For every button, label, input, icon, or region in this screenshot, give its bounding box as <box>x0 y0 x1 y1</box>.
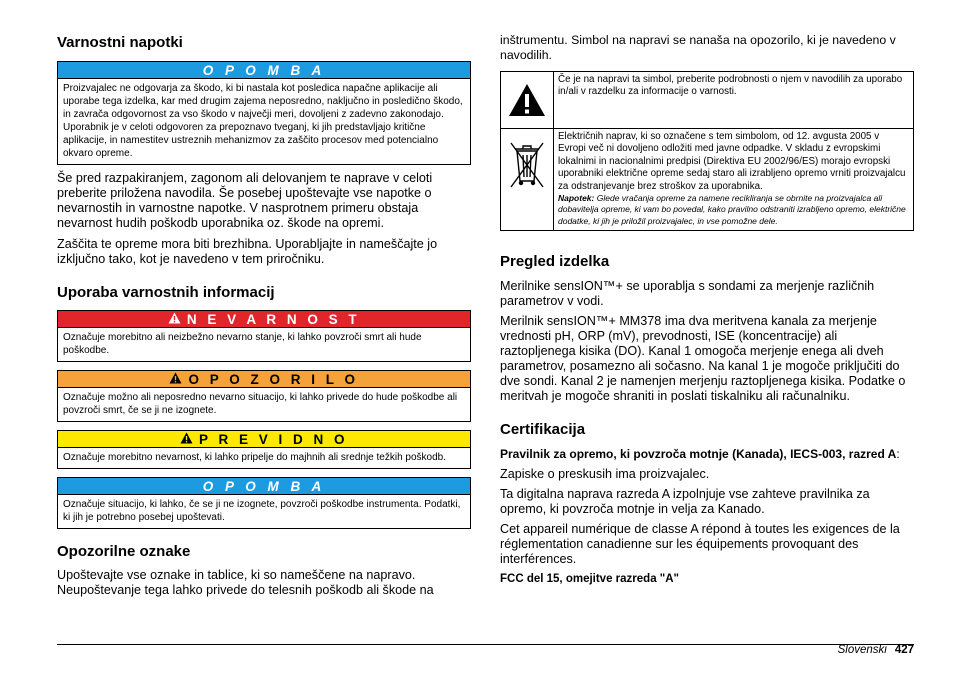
cert-paragraph-2: Ta digitalna naprava razreda A izpolnjuje vse zahteve pravilnika za opremo, ki povzroča motnje in velja za Kanado. <box>500 486 870 516</box>
symbol-text-2-cell <box>554 129 914 231</box>
note-text: Proizvajalec ne odgovarja za škodo, ki bi nastala kot posledica napačne aplikacije ali uporabe tega izdelka, kar med drugim zajema neposredno, naključno in posledično škodo, in zavrača odgovornost za vso škodo v največji meri, dovoljeni z zadevno zakonodajo. Uporabnik je v celoti odgovoren za prepoznavo tveganj, ki jih predstavljajo kritične aplikacije, in namestitev ustreznih mehanizmov za zaščito procesov med potencialno okvaro opreme. <box>63 83 463 159</box>
warning-triangle-icon <box>180 432 193 447</box>
warning-symbol-icon <box>501 72 553 128</box>
heading-labels: Opozorilne oznake <box>57 543 191 560</box>
symbol-text-1: Če je na napravi ta simbol, preberite podrobnosti o njem v navodilih za uporabo in/ali v razdelku za informacije o varnosti. <box>554 72 914 129</box>
heading-safety: Varnostni napotki <box>57 34 183 51</box>
warning-text: Označuje možno ali neposredno nevarno situacijo, ki lahko privede do hude poškodbe ali povzroči smrt, če se ji ne izognete. <box>63 392 458 416</box>
danger-text: Označuje morebitno ali neizbežno nevarno stanje, ki lahko povzroči smrt ali hude poškodbe. <box>63 332 422 356</box>
warning-triangle-icon <box>168 312 181 327</box>
symbol-table <box>500 71 914 231</box>
overview-paragraph-2: Merilnik sensION™+ MM378 ima dva meritvena kanala za merjenje vrednosti pH, ORP (mV), prevodnosti, ISE (koncentracije) ali raztopljenega kisika (DO). Kanal 1 omogoča merjenje enega ali dveh parametrov, posamezno ali sočasno. Na kanal 1 je mogoče priključiti do dve sondi. Kanal 2 je namenjen merjenju raztopljenega kisika. Podatke o meritvah je mogoče shraniti in poslati tiskalniku ali računalniku. <box>500 313 906 403</box>
heading-cert: Certifikacija <box>500 420 586 438</box>
overview-paragraph-1: Merilnike sensION™+ se uporablja s sondami za merjenje različnih parametrov v vodi. <box>500 278 875 308</box>
danger-bar <box>58 311 470 328</box>
right-column <box>500 30 914 587</box>
note-text-2: Označuje situacijo, ki lahko, če se ji ne izognete, povzroči poškodbe instrumenta. Podatki, ki jih je potrebno posebej upoštevati. <box>63 499 461 523</box>
warning-box <box>57 370 471 422</box>
note-box <box>57 61 471 165</box>
warning-label: O P O Z O R I L O <box>188 371 359 387</box>
page-number: 427 <box>894 644 914 656</box>
weee-bin-icon <box>501 129 553 191</box>
cert-regulation-colon: : <box>896 446 900 461</box>
cert-regulation <box>500 447 914 462</box>
symbol-text-2: Električnih naprav, ki so označene s tem simbolom, od 12. avgusta 2005 v Evropi več ni dovoljeno odložiti med javne odpadke. V skladu z evropskimi lokalnimi in nacionalnimi predpisi (Direktiva EU 2002/96/ES) morajo evropski uporabniki električne opreme sedaj staro ali izrabljeno opremo vrniti proizvajalcu za odstranjevanje brez stroškov za uporabnika. <box>558 131 906 192</box>
heading-overview: Pregled izdelka <box>500 252 610 270</box>
symbol-note <box>558 193 909 227</box>
footer-rule <box>57 644 914 645</box>
danger-label: N E V A R N O S T <box>186 311 361 327</box>
note-box-2 <box>57 477 471 529</box>
footer-language: Slovenski <box>837 644 887 656</box>
safety-paragraph-2: Zaščita te opreme mora biti brezhibna. Uporabljajte in nameščajte jo izključno tako, kot je navedeno v tem priročniku. <box>57 237 438 266</box>
cert-regulation-text: Pravilnik za opremo, ki povzroča motnje (Kanada), IECS-003, razred A <box>500 446 897 461</box>
caution-box <box>57 430 471 469</box>
caution-text: Označuje morebitno nevarnost, ki lahko pripelje do majhnih ali srednje težkih poškodb. <box>63 452 446 463</box>
warning-bar <box>58 371 470 388</box>
symbol-note-label: Napotek: <box>558 193 595 204</box>
safety-paragraph-1: Še pred razpakiranjem, zagonom ali delovanjem te naprave v celoti preberite priložena navodila. Še posebej upoštevajte vse napotke o nevarnostih in varnostne napotke. V nasprotnem primeru obstaja nevarnost hudih poškodb uporabnika oz. škode na opremi. <box>57 171 433 230</box>
page-footer <box>838 644 914 656</box>
continued-paragraph: inštrumentu. Simbol na napravi se nanaša na opozorilo, ki je navedeno v navodilih. <box>500 33 896 62</box>
left-column <box>57 30 471 598</box>
warning-triangle-icon <box>169 372 182 387</box>
fcc-heading: FCC del 15, omejitve razreda "A" <box>500 572 679 585</box>
table-row <box>501 129 914 231</box>
cert-paragraph-3: Cet appareil numérique de classe A répond à toutes les exigences de la réglementation canadienne sur les équipements provoquant des interférences. <box>500 521 900 566</box>
danger-box <box>57 310 471 362</box>
caution-label: P R E V I D N O <box>198 431 349 447</box>
note-label: O P O M B A <box>58 62 470 79</box>
heading-info: Uporaba varnostnih informacij <box>57 284 275 301</box>
symbol-note-text: Glede vračanja opreme za namene recikliranja se obrnite na proizvajalca ali dobavitelja opreme, ki vam bo povedal, kako pravilno odstraniti izrabljeno opremo, električne dodatke, ki jih je priložil proizvajalec, in vse pomožne dele. <box>558 193 906 226</box>
labels-paragraph: Upoštevajte vse oznake in tablice, ki so nameščene na napravo. Neupoštevanje tega lahko privede do telesnih poškodb ali škode na <box>57 568 434 597</box>
symbol-cell <box>501 129 554 231</box>
table-row <box>501 72 914 129</box>
cert-paragraph-1: Zapiske o preskusih ima proizvajalec. <box>500 466 710 481</box>
note-label-2: O P O M B A <box>58 478 470 495</box>
caution-bar <box>58 431 470 448</box>
symbol-cell <box>501 72 554 129</box>
